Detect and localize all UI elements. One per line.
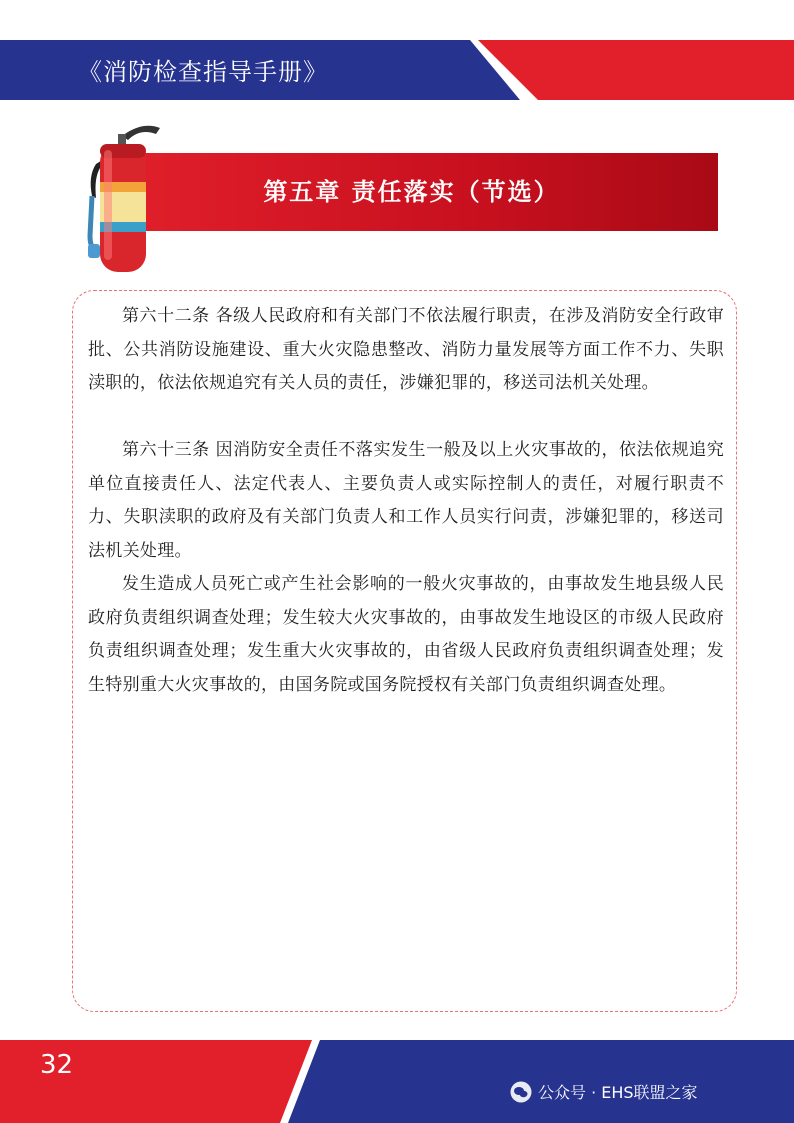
fire-extinguisher-icon — [82, 116, 168, 274]
book-title: 《消防检查指导手册》 — [78, 58, 328, 86]
wechat-label: 公众号 · EHS联盟之家 — [538, 1083, 698, 1102]
wechat-account[interactable] — [510, 1080, 698, 1103]
wechat-icon — [510, 1081, 532, 1103]
article-63-paragraph: 第六十三条 因消防安全责任不落实发生一般及以上火灾事故的，依法依规追究单位直接责任人、法定代表人、主要负责人或实际控制人的责任，对履行职责不力、失职渎职的政府及有关部门负责人和工作人员实行问责，涉嫌犯罪的，移送司法机关处理。 — [88, 440, 724, 561]
chapter-banner — [105, 153, 718, 231]
chapter-title: 第五章 责任落实（节选） — [263, 178, 560, 206]
article-62-paragraph: 第六十二条 各级人民政府和有关部门不依法履行职责，在涉及消防安全行政审批、公共消防设施建设、重大火灾隐患整改、消防力量发展等方面工作不力、失职渎职的，依法依规追究有关人员的责任，涉嫌犯罪的，移送司法机关处理。 — [88, 306, 724, 393]
page-number: 32 — [40, 1050, 74, 1080]
investigation-paragraph: 发生造成人员死亡或产生社会影响的一般火灾事故的，由事故发生地县级人民政府负责组织调查处理；发生较大火灾事故的，由事故发生地设区的市级人民政府负责组织调查处理；发生重大火灾事故的，由省级人民政府负责组织调查处理；发生特别重大火灾事故的，由国务院或国务院授权有关部门负责组织调查处理。 — [88, 574, 724, 695]
